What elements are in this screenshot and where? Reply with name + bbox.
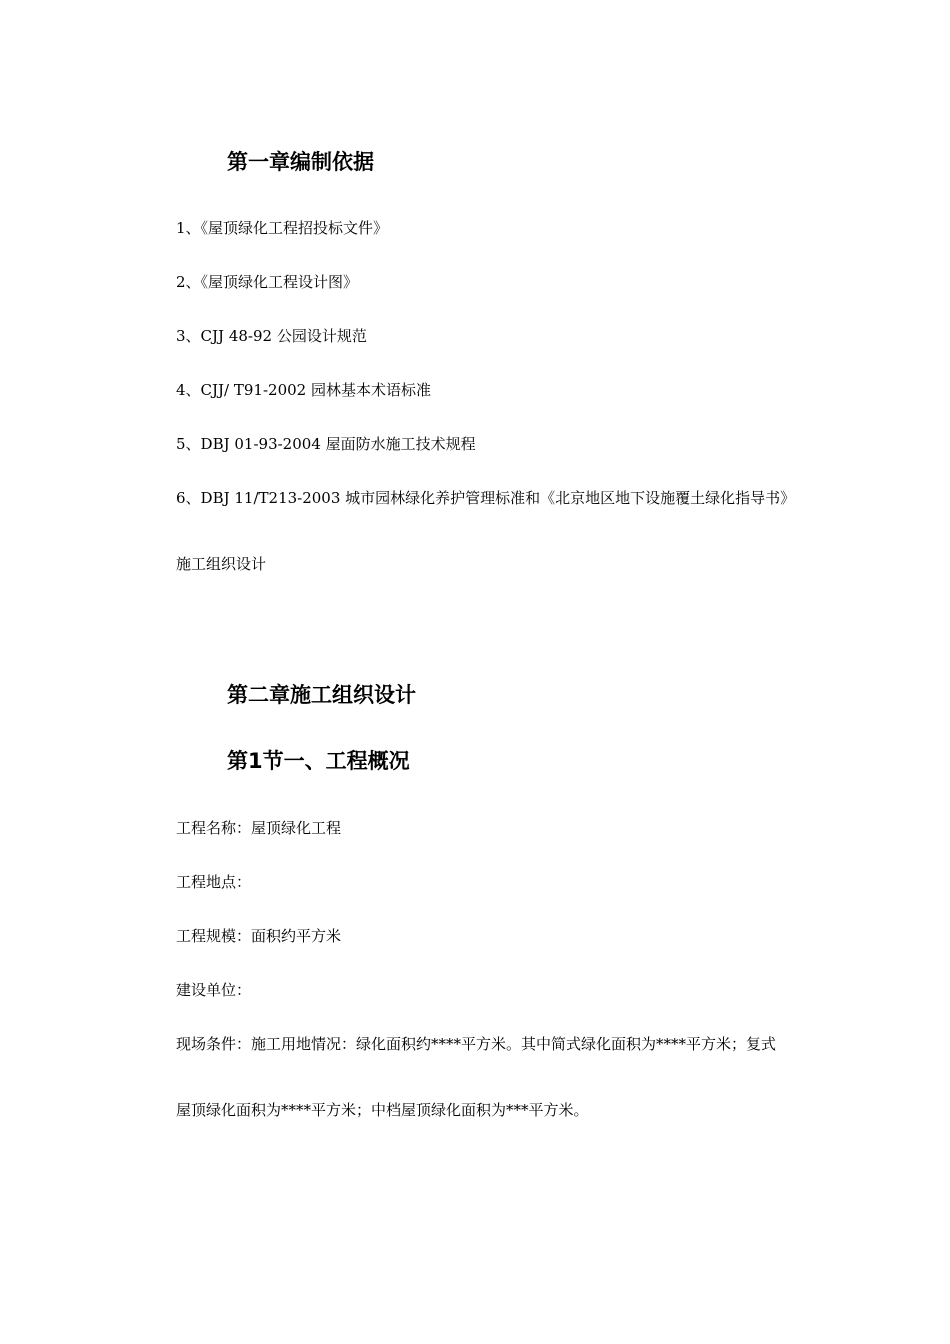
reference-item-2: 2、《屋顶绿化工程设计图》 <box>176 273 359 291</box>
developer-field: 建设单位： <box>176 981 252 999</box>
chapter1-title: 第一章编制依据 <box>227 150 374 174</box>
reference-item-5: 5、DBJ 01-93-2004 屋面防水施工技术规程 <box>176 435 476 453</box>
project-scale-field: 工程规模：面积约平方米 <box>176 927 342 945</box>
site-conditions-line-2: 屋顶绿化面积为****平方米；中档屋顶绿化面积为***平方米。 <box>176 1101 589 1119</box>
reference-item-1: 1、《屋顶绿化工程招投标文件》 <box>176 219 389 237</box>
project-name-field: 工程名称：屋顶绿化工程 <box>176 819 342 837</box>
site-conditions-line-1: 现场条件：施工用地情况：绿化面积约****平方米。其中简式绿化面积为****平方米；复式 <box>176 1035 777 1053</box>
reference-item-4: 4、CJJ/ T91-2002 园林基本术语标准 <box>176 381 431 399</box>
project-location-field: 工程地点： <box>176 873 252 891</box>
reference-item-3: 3、CJJ 48-92 公园设计规范 <box>176 327 367 345</box>
chapter1-trailing-text: 施工组织设计 <box>176 555 267 573</box>
chapter2-title: 第二章施工组织设计 <box>227 683 416 707</box>
section1-title: 第1节一、工程概况 <box>227 749 410 773</box>
reference-item-6: 6、DBJ 11/T213-2003 城市园林绿化养护管理标准和《北京地区地下设施覆土绿化指导书》 <box>176 489 796 507</box>
